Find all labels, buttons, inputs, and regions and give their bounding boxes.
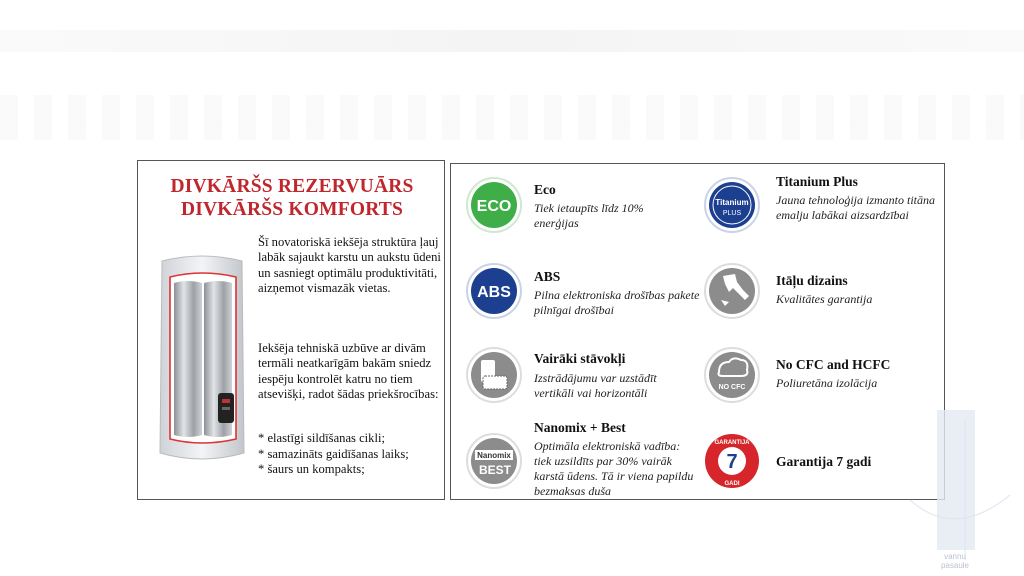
eco-text: Tiek ietaupīts līdz 10% enerģijas [534, 201, 644, 230]
benefits-list [258, 431, 446, 478]
svg-text:Titanium: Titanium [715, 198, 749, 207]
eco-title: Eco [534, 182, 556, 197]
left-product-panel [137, 160, 445, 500]
watermark-line-2: pasaule [940, 561, 970, 570]
watermark-logo [905, 400, 1015, 570]
watermark-text [930, 552, 980, 570]
svg-text:BEST: BEST [478, 463, 512, 477]
watermark-line-1: vannu [944, 552, 966, 561]
list-item: * elastīgi sildīšanas cikli; [258, 431, 385, 445]
svg-text:PLUS: PLUS [722, 210, 742, 217]
background-faded-band-top [0, 30, 1024, 52]
abs-title: ABS [534, 269, 561, 284]
no-cfc-icon [703, 346, 761, 404]
abs-icon [465, 262, 523, 320]
svg-text:GADI: GADI [724, 481, 740, 487]
svg-text:ECO: ECO [476, 198, 512, 215]
installation-positions-icon [465, 346, 523, 404]
nanomix-title: Nanomix + Best [534, 420, 626, 435]
warranty-title: Garantija 7 gadi [776, 454, 872, 469]
no-cfc-text: Poliuretāna izolācija [776, 376, 878, 390]
list-item: * šaurs un kompakts; [258, 462, 365, 476]
no-cfc-title: No CFC and HCFC [776, 357, 891, 372]
titanium-text: Jauna tehnoloģija izmanto titāna emalju labākai aizsardzībai [776, 193, 935, 222]
nanomix-text: Optimāla elektroniskā vadība: tiek uzsildīts par 30% vairāk karstā ūdens. Tā ir viena papildu bezmaksas duša [534, 439, 694, 498]
nanomix-best-icon [465, 432, 523, 490]
water-heater-image [156, 253, 248, 463]
headline [138, 175, 446, 221]
positions-title: Vairāki stāvokļi [534, 351, 626, 366]
italy-map-icon [703, 262, 761, 320]
paragraph-1: Šī novatoriskā iekšēja struktūra ļauj labāk sajaukt karstu un aukstu ūdeni un sasniegt optimālu produktivitāti, aizņemot vismazāk vietas. [258, 235, 441, 295]
features-panel [450, 163, 945, 500]
titanium-plus-icon [703, 176, 761, 234]
svg-text:ABS: ABS [477, 284, 511, 301]
list-item: * samazināts gaidīšanas laiks; [258, 446, 409, 461]
titanium-title: Titanium Plus [776, 174, 858, 189]
abs-text: Pilna elektroniska drošības pakete pilnīgai drošībai [534, 288, 700, 317]
svg-text:7: 7 [726, 451, 738, 473]
positions-text: Izstrādājumu var uzstādīt vertikāli vai horizontāli [534, 371, 657, 400]
headline-line-2: DIVKĀRŠS KOMFORTS [180, 199, 404, 220]
svg-text:NO CFC: NO CFC [718, 384, 746, 391]
eco-icon [465, 176, 523, 234]
headline-line-1: DIVKĀRŠS REZERVUĀRS [170, 176, 414, 197]
svg-text:Nanomix: Nanomix [477, 451, 511, 460]
italian-design-text: Kvalitātes garantija [776, 292, 873, 306]
warranty-7-years-icon [703, 432, 761, 490]
svg-text:GARANTIJA: GARANTIJA [714, 440, 750, 446]
italian-design-title: Itāļu dizains [776, 273, 848, 288]
paragraph-2: Iekšēja tehniskā uzbūve ar divām termāli neatkarīgām bakām sniedz iespēju kontrolēt katru no tiem atsevišķi, radot šādas priekšrocības: [258, 341, 439, 401]
background-faded-band [0, 95, 1024, 140]
